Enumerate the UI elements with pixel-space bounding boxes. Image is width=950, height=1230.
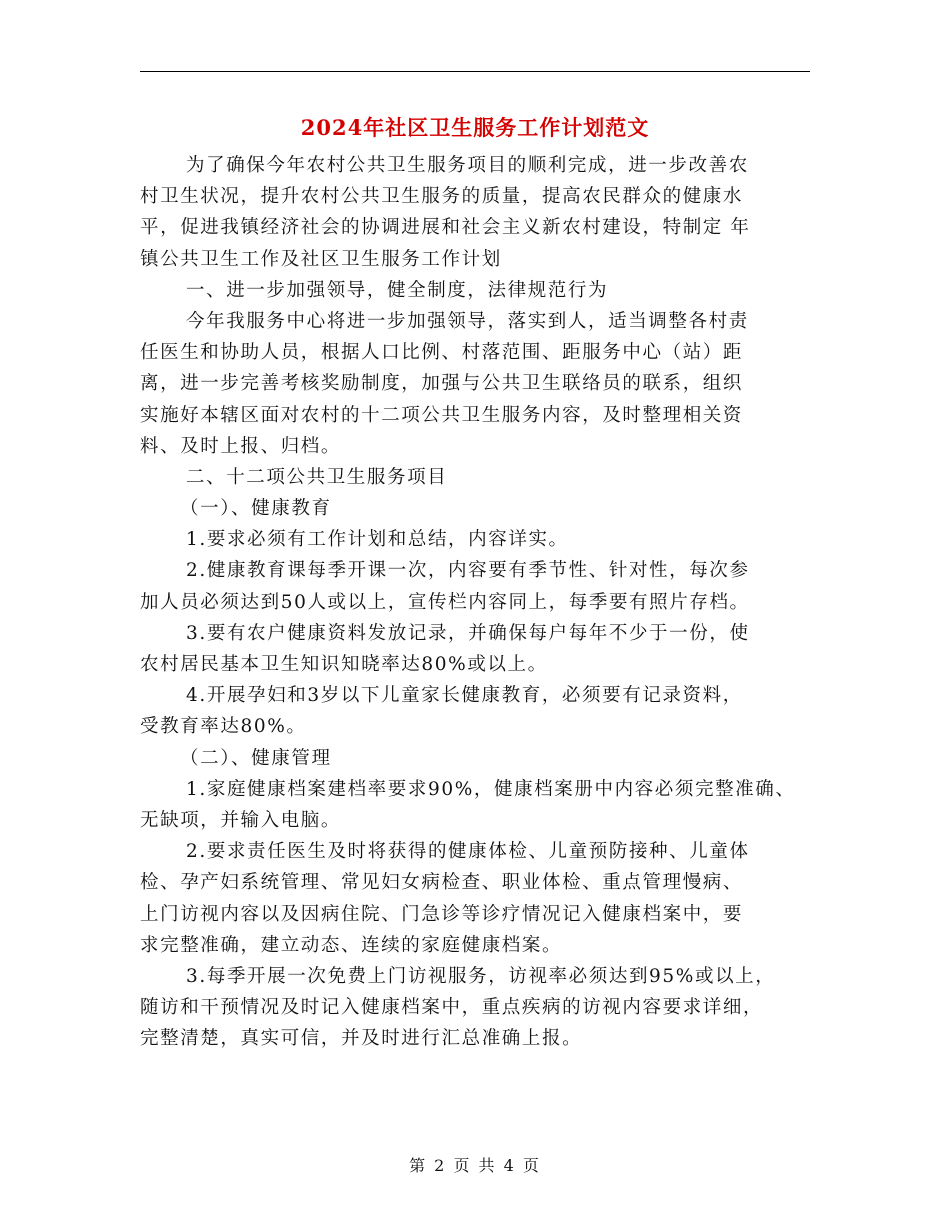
list-item: 3.每季开展一次免费上门访视服务，访视率必须达到95%或以上， xyxy=(186,965,776,987)
body-line: 上门访视内容以及因病住院、门急诊等诊疗情况记入健康档案中，要 xyxy=(140,903,744,925)
body-line: 求完整准确，建立动态、连续的家庭健康档案。 xyxy=(140,934,563,956)
body-line: 为了确保今年农村公共卫生服务项目的顺利完成，进一步改善农 xyxy=(186,155,749,176)
list-item: 2.要求责任医生及时将获得的健康体检、儿童预防接种、儿童体 xyxy=(186,841,750,863)
body-line: 今年我服务中心将进一步加强领导，落实到人，适当调整各村责 xyxy=(186,310,749,332)
header-rule xyxy=(140,71,810,72)
section-heading: 二、十二项公共卫生服务项目 xyxy=(186,466,448,488)
list-item: 1.要求必须有工作计划和总结，内容详实。 xyxy=(186,529,569,551)
body-line: 平，促进我镇经济社会的协调进展和社会主义新农村建设，特制定 年 xyxy=(140,217,751,239)
subsection-heading: （一）、健康教育 xyxy=(180,498,332,520)
list-item: 3.要有农户健康资料发放记录，并确保每户每年不少于一份，使 xyxy=(186,622,750,644)
body-line: 镇公共卫生工作及社区卫生服务工作计划 xyxy=(140,248,502,270)
body-line: 农村居民基本卫生知识知晓率达80%或以上。 xyxy=(140,654,548,675)
body-line: 村卫生状况，提升农村公共卫生服务的质量，提高农民群众的健康水 xyxy=(140,186,744,208)
list-item: 2.健康教育课每季开课一次，内容要有季节性、针对性，每次参 xyxy=(186,560,750,582)
body-line: 加人员必须达到50人或以上，宣传栏内容同上，每季要有照片存档。 xyxy=(140,591,750,613)
body-line: 离，进一步完善考核奖励制度，加强与公共卫生联络员的联系，组织 xyxy=(140,373,744,395)
body-line: 检、孕产妇系统管理、常见妇女病检查、职业体检、重点管理慢病、 xyxy=(140,872,744,894)
list-item: 4.开展孕妇和3岁以下儿童家长健康教育，必须要有记录资料， xyxy=(186,685,743,707)
body-line: 完整清楚，真实可信，并及时进行汇总准确上报。 xyxy=(140,1028,583,1050)
section-heading: 一、进一步加强领导，健全制度，法律规范行为 xyxy=(186,279,609,301)
body-line: 料、及时上报、归档。 xyxy=(140,435,342,457)
body-line: 受教育率达80%。 xyxy=(140,716,307,738)
document-title: 2024年社区卫生服务工作计划范文 xyxy=(300,115,650,140)
body-line: 随访和干预情况及时记入健康档案中，重点疾病的访视内容要求详细， xyxy=(140,997,764,1019)
list-item: 1.家庭健康档案建档率要求90%，健康档案册中内容必须完整准确、 xyxy=(186,778,796,800)
subsection-heading: （二）、健康管理 xyxy=(180,747,332,769)
document-body xyxy=(140,150,812,1054)
body-line: 任医生和协助人员，根据人口比例、村落范围、距服务中心（站）距 xyxy=(140,342,744,364)
body-line: 实施好本辖区面对农村的十二项公共卫生服务内容，及时整理相关资 xyxy=(140,404,744,426)
page-number: 第 2 页 共 4 页 xyxy=(409,1156,541,1175)
body-line: 无缺项，并输入电脑。 xyxy=(140,809,342,831)
